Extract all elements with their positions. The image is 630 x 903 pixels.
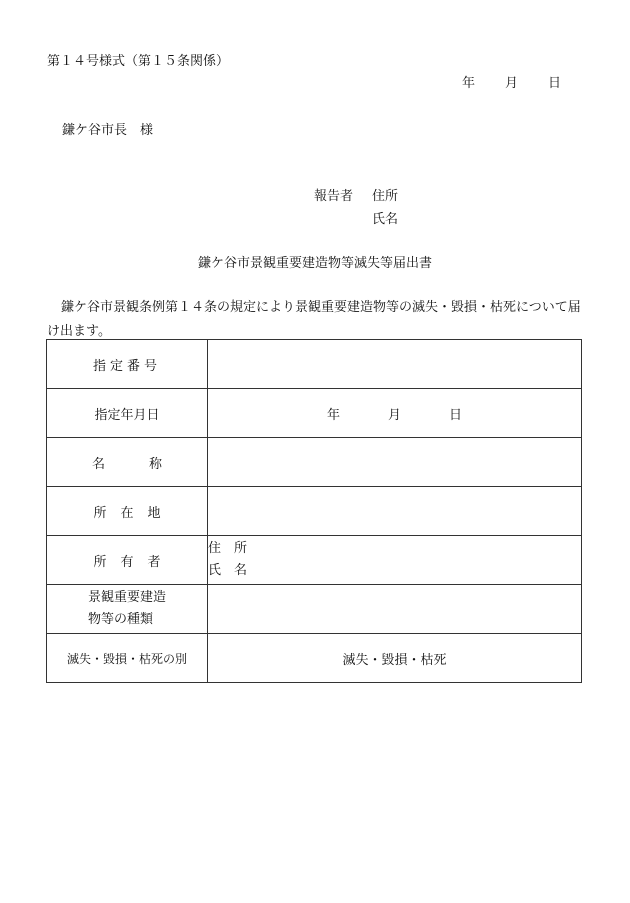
report-form-table [46, 339, 582, 683]
table-row [47, 536, 582, 585]
form-number: 第１４号様式（第１５条関係） [47, 54, 230, 69]
date-month-label: 月 [505, 76, 519, 91]
table-row [47, 634, 582, 683]
owner-label: 所有者 [47, 536, 208, 585]
landscape-type-field[interactable] [208, 585, 582, 634]
designation-date-label: 指定年月日 [47, 389, 208, 438]
owner-address-label: 住 所 [208, 541, 248, 556]
landscape-type-label-line2: 物等の種類 [87, 612, 153, 627]
body-text: 鎌ケ谷市景観条例第１４条の規定により景観重要建造物等の滅失・毀損・枯死について届け出ます。 [47, 300, 581, 339]
document-title: 鎌ケ谷市景観重要建造物等滅失等届出書 [197, 256, 432, 271]
table-row [47, 340, 582, 389]
table-row [47, 487, 582, 536]
table-row [47, 389, 582, 438]
designation-month-label: 月 [387, 407, 401, 423]
date-day-label: 日 [548, 76, 562, 91]
location-field[interactable] [208, 487, 582, 536]
reporter-name-label: 氏名 [372, 212, 399, 227]
designation-number-label: 指定番号 [47, 340, 208, 389]
designation-year-label: 年 [326, 407, 340, 423]
table-row [47, 585, 582, 634]
addressee: 鎌ケ谷市長 様 [62, 123, 154, 138]
loss-type-label: 滅失・毀損・枯死の別 [47, 634, 208, 683]
owner-name-label: 氏 名 [208, 563, 248, 578]
designation-day-label: 日 [449, 407, 463, 423]
owner-field[interactable] [208, 536, 582, 585]
designation-number-field[interactable] [208, 340, 582, 389]
loss-type-field[interactable]: 滅失・毀損・枯死 [208, 634, 582, 683]
designation-date-field[interactable] [208, 389, 582, 438]
reporter-address-label: 住所 [372, 189, 399, 204]
name-field[interactable] [208, 438, 582, 487]
table-row [47, 438, 582, 487]
submission-date [462, 72, 561, 91]
landscape-type-label [47, 585, 208, 634]
date-year-label: 年 [462, 76, 476, 91]
name-row-label: 名称 [47, 438, 208, 487]
location-label: 所在地 [47, 487, 208, 536]
reporter-label: 報告者 [314, 189, 354, 204]
landscape-type-label-line1: 景観重要建造 [87, 590, 166, 605]
